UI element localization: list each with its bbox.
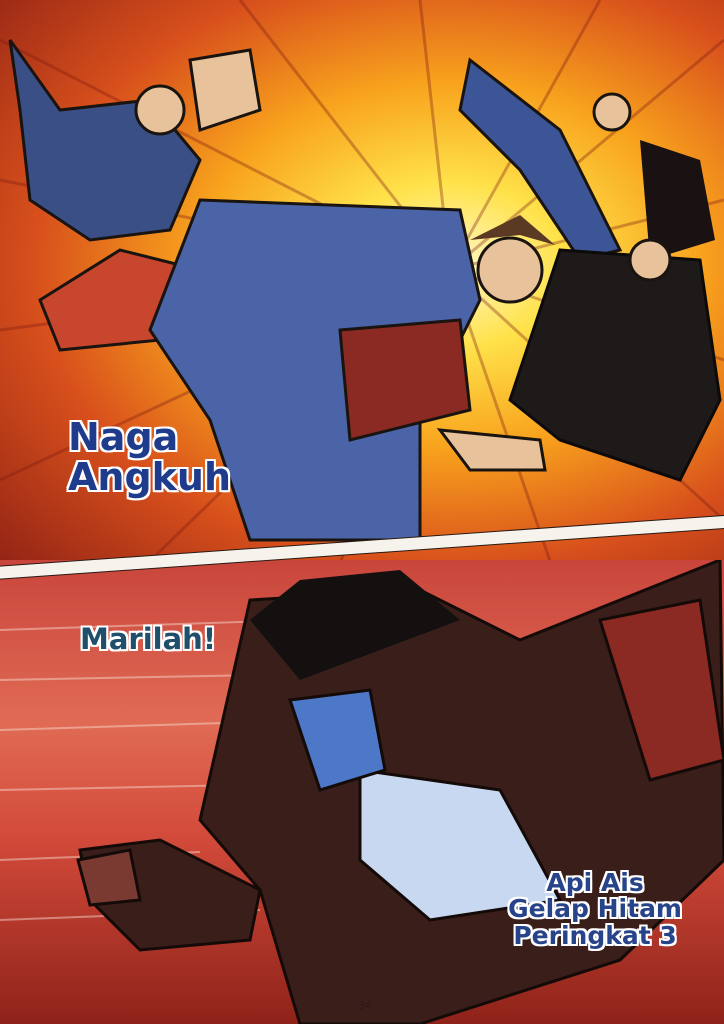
caption-api-line1: Api Ais [546, 868, 644, 897]
caption-api-ais [508, 870, 682, 949]
caption-naga-angkuh [68, 415, 232, 499]
fighter-kicker-right [460, 60, 630, 260]
caption-api-line2: Gelap Hitam [508, 894, 682, 924]
page-number: 34 [358, 999, 372, 1012]
caption-naga-line2: Angkuh [68, 454, 232, 499]
caption-api-line3: Peringkat 3 [513, 920, 677, 950]
caption-naga-line1: Naga [68, 415, 179, 459]
caption-marilah: Marilah! [80, 622, 217, 656]
